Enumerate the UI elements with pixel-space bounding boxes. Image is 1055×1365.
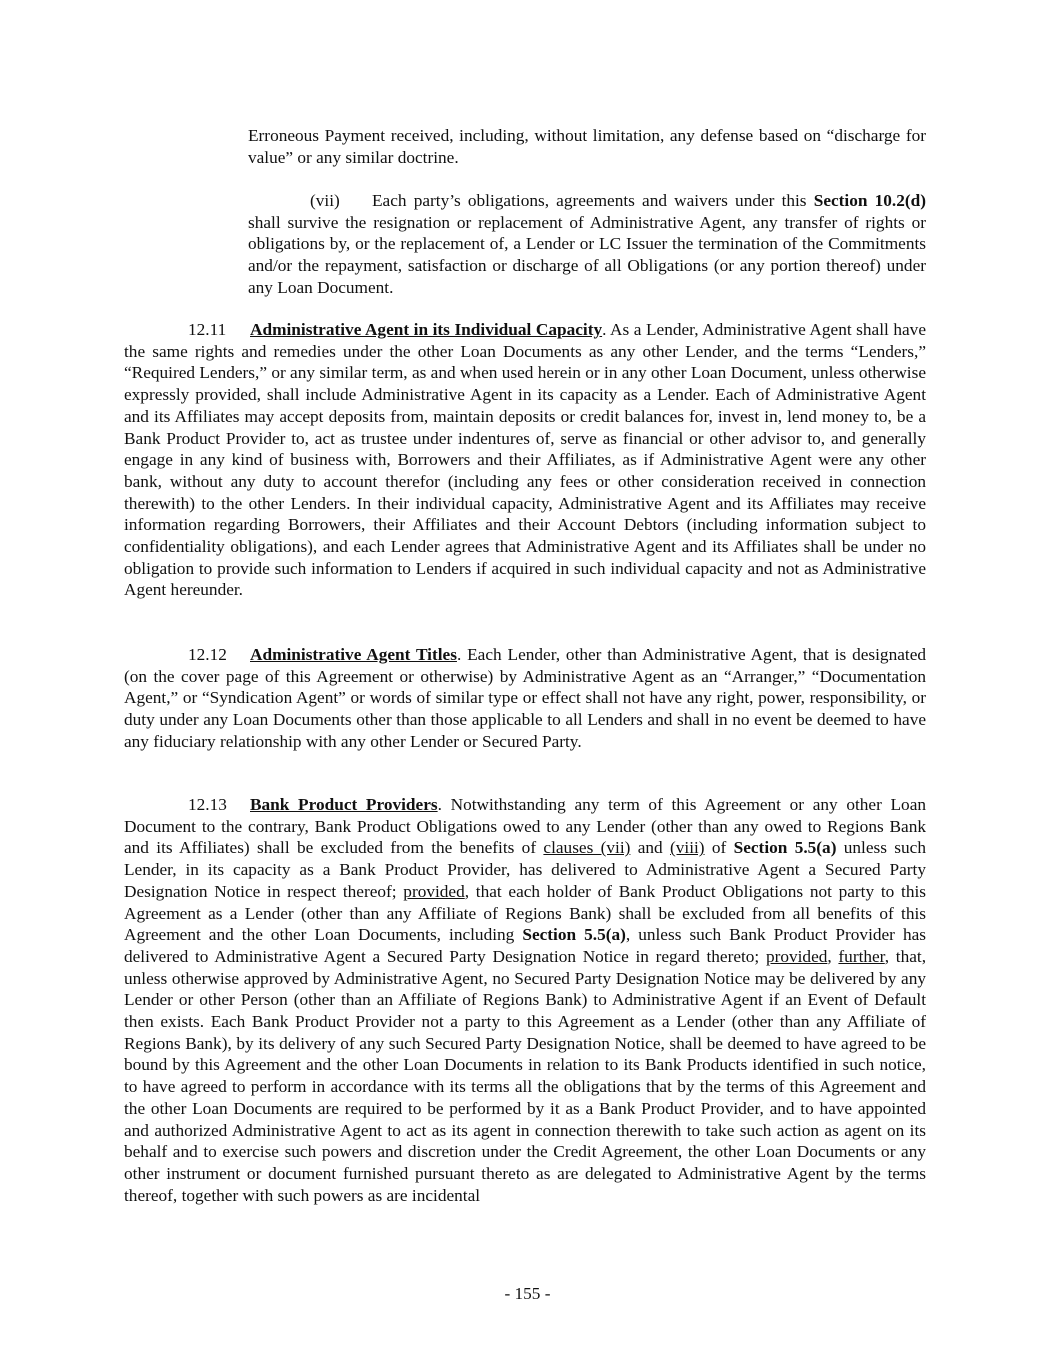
section-heading: Administrative Agent Titles	[250, 645, 457, 664]
section-heading: Bank Product Providers	[250, 795, 438, 814]
clause-reference: clauses (vii)	[543, 838, 631, 858]
section-reference: Section 10.2(d)	[813, 191, 926, 210]
section-number: 12.13	[188, 795, 227, 814]
clause-reference: (viii)	[670, 838, 705, 858]
section-reference: Section 5.5(a)	[522, 925, 626, 945]
section-reference: Section 5.5(a)	[733, 838, 837, 858]
carryover-paragraph: Erroneous Payment received, including, without limitation, any defense based on “discharge for value” or any similar doctrine.	[248, 126, 926, 167]
page-number: - 155 -	[504, 1284, 551, 1303]
section-body: . Each Lender, other than Administrative Agent, that is designated (on the cover page of this Agreement or otherwise) by Administrative Agent as an “Arranger,” “Documentation Agent,” or “Syndication Agent” or words of similar type or effect shall not have any right, power, responsibility, or duty under any Loan Documents other than those applicable to all Lenders and shall in no event be deemed to have any fiduciary relationship with any other Lender or Secured Party.	[124, 645, 927, 751]
proviso-term: provided	[765, 946, 828, 966]
section-12-12	[124, 644, 926, 753]
section-12-13: 12.13 Bank Product Providers. Notwithstanding any term of this Agreement or any other Loan Document to the contrary, Bank Product Obligations owed to any Lender (other than any owed to Regions Bank and its Affiliates) shall be excluded from the benefits of clauses (vii) and (viii) of Section 5.5(a) unless such Lender, in its capacity as a Bank Product Provider, has delivered to Administrative Agent a Secured Party Designation Notice in respect thereof; provided, that each holder of Bank Product Obligations not party to this Agreement as a Lender (other than any Affiliate of Regions Bank) shall be excluded from all benefits of this Agreement and the other Loan Documents, including Section 5.5(a), unless such Bank Product Provider has delivered to Administrative Agent a Secured Party Designation Notice in regard thereto; provided, further, that, unless otherwise approved by Administrative Agent, no Secured Party Designation Notice may be delivered by any Lender or other Person (other than an Affiliate of Regions Bank) to Administrative Agent if an Event of Default then exists. Each Bank Product Provider not a party to this Agreement as a Lender (other than any Affiliate of Regions Bank), by its delivery of any such Secured Party Designation Notice, shall be deemed to have agreed to be bound by this Agreement and the other Loan Documents in relation to its Bank Products identified in such notice, to have agreed to perform in accordance with its terms all the obligations that by the terms of this Agreement and the other Loan Documents are required to be performed by it as a Bank Product Provider, and to have appointed and authorized Administrative Agent to act as its agent in connection therewith to take such action as agent on its behalf and to exercise such powers and discretion under the Credit Agreement, the other Loan Documents or any other instrument or document furnished pursuant thereto as are delegated to Administrative Agent by the terms thereof, together with such powers as are incidental	[124, 795, 927, 1205]
proviso-term: provided	[403, 881, 465, 901]
section-number: 12.11	[188, 320, 227, 339]
section-body: . As a Lender, Administrative Agent shall have the same rights and remedies under the other Loan Documents as any other Lender, and the terms “Lenders,” “Required Lenders,” or any similar term, as and when used herein or in any other Loan Document, unless otherwise expressly provided, shall include Administrative Agent in its capacity as a Lender. Each of Administrative Agent and its Affiliates may accept deposits from, maintain deposits or credit balances for, invest in, lend money to, be a Bank Product Provider to, act as trustee under indentures of, serve as financial or other advisor to, and generally engage in any kind of business with, Borrowers and their Affiliates, as if Administrative Agent were any other bank, without any duty to account therefor (including any fees or other consideration received in connection therewith) to the other Lenders. In their individual capacity, Administrative Agent and its Affiliates may receive information regarding Borrowers, their Affiliates and their Account Debtors (including information subject to confidentiality obligations), and each Lender agrees that Administrative Agent and its Affiliates shall be under no obligation to provide such information to Lenders if acquired in such individual capacity and not as Administrative Agent hereunder.	[124, 320, 926, 600]
section-12-11	[124, 319, 926, 601]
proviso-term: further	[838, 946, 885, 966]
section-number: 12.12	[188, 645, 227, 664]
clause-vii-paragraph: (vii) Each party’s obligations, agreements and waivers under this Section 10.2(d) shall survive the resignation or replacement of Administrative Agent, any transfer of rights or obligations by, or the replacement of, a Lender or LC Issuer the termination of the Commitments and/or the repayment, satisfaction or discharge of all Obligations (or any portion thereof) under any Loan Document.	[248, 191, 926, 297]
section-heading: Administrative Agent in its Individual Capacity	[250, 320, 603, 339]
clause-number: (vii)	[310, 191, 340, 210]
